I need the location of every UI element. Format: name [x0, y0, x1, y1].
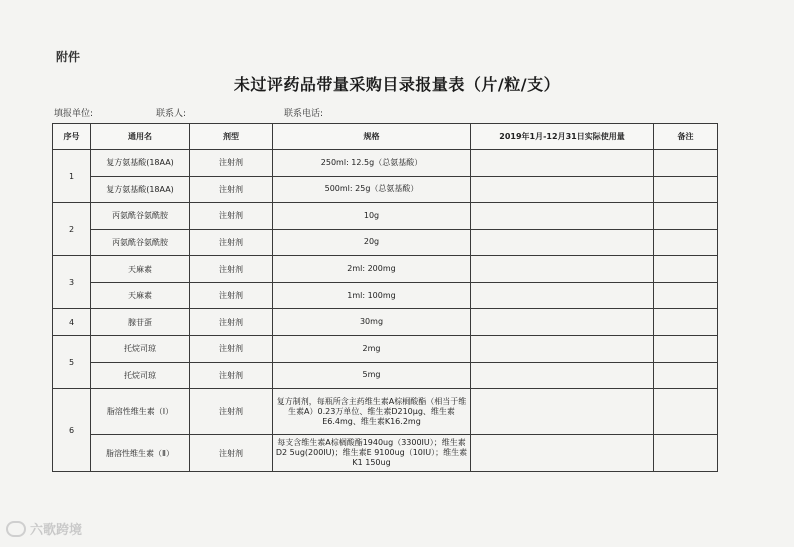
- contact-person-label: 联系人:: [156, 109, 187, 119]
- remark-cell[interactable]: [654, 309, 718, 336]
- drug-name-cell: 脂溶性维生素（Ⅱ）: [91, 435, 190, 472]
- usage-cell[interactable]: [471, 176, 654, 203]
- drug-name-cell: 丙氨酰谷氨酰胺: [91, 203, 190, 230]
- reporting-unit-label: 填报单位:: [54, 109, 94, 119]
- drug-name-cell: 托烷司琼: [91, 362, 190, 389]
- table-row: [53, 229, 718, 256]
- table-row: [53, 150, 718, 177]
- remark-cell[interactable]: [654, 229, 718, 256]
- table-row: [53, 176, 718, 203]
- table-row: [53, 256, 718, 283]
- specification-cell: 10g: [273, 203, 471, 230]
- page-title: 未过评药品带量采购目录报量表（片/粒/支）: [233, 75, 561, 94]
- remark-cell[interactable]: [654, 150, 718, 177]
- col-header-remark: 备注: [654, 124, 718, 150]
- usage-cell[interactable]: [471, 256, 654, 283]
- drug-name-cell: 托烷司琼: [91, 335, 190, 362]
- usage-cell[interactable]: [471, 389, 654, 435]
- drug-name-cell: 复方氨基酸(18AA): [91, 176, 190, 203]
- drug-name-cell: 天麻素: [91, 256, 190, 283]
- dosage-form-cell: 注射剂: [190, 203, 273, 230]
- drug-name-cell: 脂溶性维生素（Ⅰ）: [91, 389, 190, 435]
- dosage-form-cell: 注射剂: [190, 229, 273, 256]
- table-row: [53, 362, 718, 389]
- usage-cell[interactable]: [471, 309, 654, 336]
- drug-name-cell: 复方氨基酸(18AA): [91, 150, 190, 177]
- specification-cell: 每支含维生素A棕榈酸酯1940ug（3300IU）；维生素D2 5ug(200IU)；维生素E 9100ug（10IU）；维生素K1 150ug: [273, 435, 471, 472]
- group-number: 1: [53, 150, 91, 203]
- drug-name-cell: 天麻素: [91, 282, 190, 309]
- col-header-spec: 规格: [273, 124, 471, 150]
- drug-report-table: [52, 123, 718, 472]
- contact-phone-label: 联系电话:: [284, 109, 324, 119]
- usage-cell[interactable]: [471, 335, 654, 362]
- specification-cell: 1ml: 100mg: [273, 282, 471, 309]
- dosage-form-cell: 注射剂: [190, 256, 273, 283]
- dosage-form-cell: 注射剂: [190, 176, 273, 203]
- group-number: 5: [53, 335, 91, 388]
- remark-cell[interactable]: [654, 335, 718, 362]
- remark-cell[interactable]: [654, 362, 718, 389]
- remark-cell[interactable]: [654, 176, 718, 203]
- table-row: [53, 435, 718, 472]
- group-number: 2: [53, 203, 91, 256]
- dosage-form-cell: 注射剂: [190, 282, 273, 309]
- watermark: [6, 519, 82, 538]
- table-row: [53, 203, 718, 230]
- specification-cell: 500ml: 25g（总氨基酸）: [273, 176, 471, 203]
- dosage-form-cell: 注射剂: [190, 335, 273, 362]
- table-row: [53, 309, 718, 336]
- specification-cell: 20g: [273, 229, 471, 256]
- dosage-form-cell: 注射剂: [190, 389, 273, 435]
- remark-cell[interactable]: [654, 203, 718, 230]
- group-number: 6: [53, 389, 91, 472]
- usage-cell[interactable]: [471, 435, 654, 472]
- remark-cell[interactable]: [654, 389, 718, 435]
- col-header-no: 序号: [53, 124, 91, 150]
- table-row: [53, 389, 718, 435]
- watermark-logo-icon: [6, 521, 26, 537]
- col-header-usage: 2019年1月-12月31日实际使用量: [471, 124, 654, 150]
- specification-cell: 30mg: [273, 309, 471, 336]
- table-header-row: [53, 124, 718, 150]
- usage-cell[interactable]: [471, 203, 654, 230]
- specification-cell: 5mg: [273, 362, 471, 389]
- dosage-form-cell: 注射剂: [190, 435, 273, 472]
- usage-cell[interactable]: [471, 282, 654, 309]
- dosage-form-cell: 注射剂: [190, 309, 273, 336]
- usage-cell[interactable]: [471, 362, 654, 389]
- watermark-text: 六歌跨境: [30, 523, 83, 538]
- drug-name-cell: 丙氨酰谷氨酰胺: [91, 229, 190, 256]
- table-row: [53, 282, 718, 309]
- usage-cell[interactable]: [471, 229, 654, 256]
- attachment-label: 附件: [56, 50, 81, 64]
- dosage-form-cell: 注射剂: [190, 362, 273, 389]
- col-header-form: 剂型: [190, 124, 273, 150]
- drug-name-cell: 腺苷蛋: [91, 309, 190, 336]
- group-number: 4: [53, 309, 91, 336]
- dosage-form-cell: 注射剂: [190, 150, 273, 177]
- col-header-name: 通用名: [91, 124, 190, 150]
- specification-cell: 2ml: 200mg: [273, 256, 471, 283]
- usage-cell[interactable]: [471, 150, 654, 177]
- remark-cell[interactable]: [654, 435, 718, 472]
- table-row: [53, 335, 718, 362]
- specification-cell: 复方制剂，每瓶所含主药维生素A棕榈酸酯（相当于维生素A）0.23万单位、维生素D210μg、维生素E6.4mg、维生素K16.2mg: [273, 389, 471, 435]
- specification-cell: 250ml: 12.5g（总氨基酸）: [273, 150, 471, 177]
- remark-cell[interactable]: [654, 282, 718, 309]
- specification-cell: 2mg: [273, 335, 471, 362]
- remark-cell[interactable]: [654, 256, 718, 283]
- group-number: 3: [53, 256, 91, 309]
